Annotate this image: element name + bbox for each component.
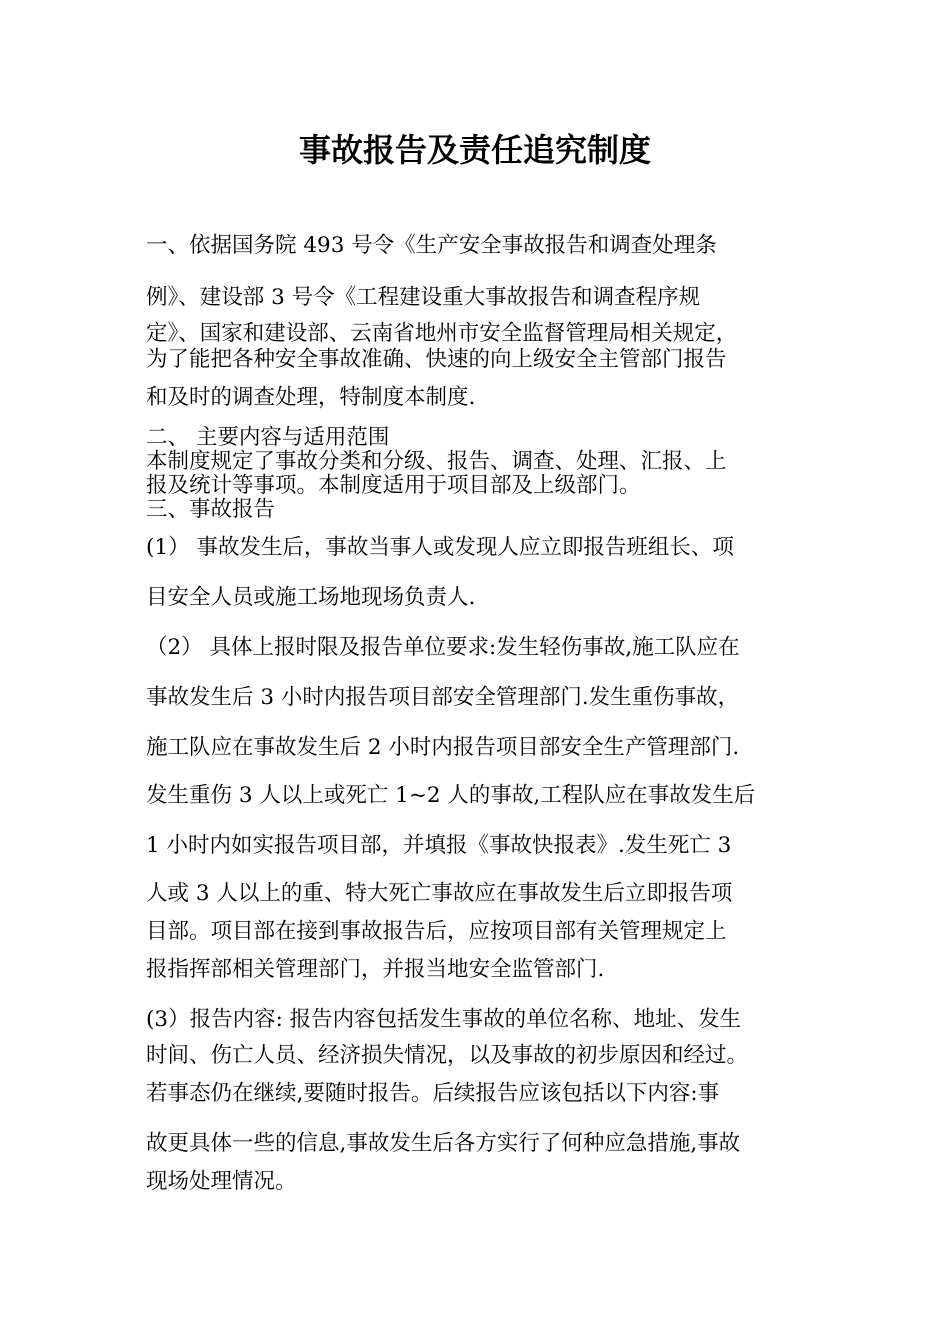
text-line: 报及统计等事项。本制度适用于项目部及上级部门。 <box>146 473 641 498</box>
text-line: 故更具体一些的信息,事故发生后各方实行了何种应急措施,事故 <box>146 1131 741 1156</box>
text-line: 一、依据国务院 493 号令《生产安全事故报告和调查处理条 <box>146 233 717 258</box>
section-heading: 三、事故报告 <box>146 497 276 522</box>
text-line: 施工队应在事故发生后 2 小时内报告项目部安全生产管理部门. <box>146 735 740 760</box>
text-line: 现场处理情况。 <box>146 1169 297 1194</box>
text-line: 和及时的调查处理，特制度本制度. <box>146 385 476 410</box>
text-line: 发生重伤 3 人以上或死亡 1~2 人的事故,工程队应在事故发生后 <box>146 783 756 808</box>
text-line: 时间、伤亡人员、经济损失情况，以及事故的初步原因和经过。 <box>146 1043 749 1068</box>
text-line: 人或 3 人以上的重、特大死亡事故应在事故发生后立即报告项 <box>146 881 733 906</box>
text-line: 事故发生后 3 小时内报告项目部安全管理部门.发生重伤事故， <box>146 685 740 710</box>
text-line: 例》、建设部 3 号令《工程建设重大事故报告和调查程序规 <box>146 285 701 310</box>
text-line: 定》、国家和建设部、云南省地州市安全监督管理局相关规定， <box>146 321 738 346</box>
text-line: (1） 事故发生后，事故当事人或发现人应立即报告班组长、项 <box>146 535 734 560</box>
text-line: （2） 具体上报时限及报告单位要求:发生轻伤事故,施工队应在 <box>146 635 740 660</box>
text-line: 目部。项目部在接到事故报告后，应按项目部有关管理规定上 <box>146 919 727 944</box>
text-line: (3）报告内容: 报告内容包括发生事故的单位名称、地址、发生 <box>146 1007 742 1032</box>
text-line: 1 小时内如实报告项目部，并填报《事故快报表》.发生死亡 3 <box>146 833 732 858</box>
document-title: 事故报告及责任追究制度 <box>298 131 651 169</box>
text-line: 为了能把各种安全事故准确、快速的向上级安全主管部门报告 <box>146 347 727 372</box>
section-heading: 二、 主要内容与适用范围 <box>146 425 390 450</box>
text-line: 本制度规定了事故分类和分级、报告、调查、处理、汇报、上 <box>146 449 727 474</box>
text-line: 报指挥部相关管理部门，并报当地安全监管部门. <box>146 957 605 982</box>
text-line: 若事态仍在继续,要随时报告。后续报告应该包括以下内容:事 <box>146 1081 720 1106</box>
text-line: 目安全人员或施工场地现场负责人. <box>146 585 476 610</box>
